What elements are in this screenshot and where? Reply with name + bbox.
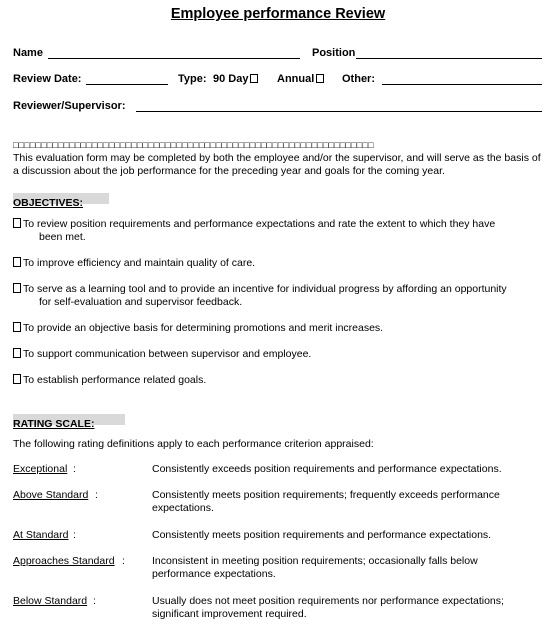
rating-definition: Inconsistent in meeting position requirements; occasionally falls below performance expectations. — [152, 555, 478, 580]
checkbox-icon[interactable] — [13, 283, 21, 293]
type-label: Type: — [178, 73, 207, 85]
type-90-day-option[interactable] — [213, 73, 258, 85]
term-colon: : — [95, 489, 98, 501]
term-colon: : — [93, 595, 96, 607]
term-colon: : — [73, 529, 76, 541]
objective-text: To establish performance related goals. — [23, 374, 207, 386]
objective-text-continued: been met. — [39, 231, 86, 243]
objective-text: To review position requirements and performance expectations and rate the extent to which they have — [23, 218, 496, 230]
rating-definition: Consistently meets position requirements; frequently exceeds performance expectations. — [152, 489, 500, 514]
objective-item — [13, 257, 543, 270]
term-colon: : — [73, 463, 76, 475]
rating-intro: The following rating definitions apply to each performance criterion appraised: — [13, 438, 374, 450]
objective-text: To improve efficiency and maintain quality of care. — [23, 257, 256, 269]
rating-scale-heading — [13, 413, 125, 431]
type-90-day-label: 90 Day — [213, 73, 249, 85]
intro-paragraph: This evaluation form may be completed by both the employee and/or the supervisor, and will serve as the basis of a discussion about the job performance for the preceding year and goals for the coming year. — [13, 152, 541, 177]
objectives-heading-bar — [13, 193, 109, 209]
rating-term-below-standard: Below Standard — [13, 595, 88, 607]
objective-text: To provide an objective basis for determining promotions and merit increases. — [23, 322, 384, 334]
objective-text: To serve as a learning tool and to provide an incentive for individual progress by affording an opportunity — [23, 283, 507, 295]
objective-item — [13, 218, 543, 244]
review-date-label: Review Date: — [13, 73, 82, 85]
rating-definition: Consistently exceeds position requirements and performance expectations. — [152, 463, 502, 475]
placeholder-glyph-row: □□□□□□□□□□□□□□□□□□□□□□□□□□□□□□□□□□□□□□□□□□□□□□□□□□□□□□□□□□□□□□□□ — [13, 140, 374, 150]
type-annual-option[interactable] — [277, 73, 324, 85]
checkbox-icon[interactable] — [13, 374, 21, 384]
name-label: Name — [13, 47, 43, 59]
rating-term-approaches-standard: Approaches Standard — [13, 555, 115, 567]
rating-heading-bar — [13, 414, 125, 430]
reviewer-label: Reviewer/Supervisor: — [13, 100, 126, 112]
rating-term-at-standard: At Standard — [13, 529, 69, 541]
rating-term-exceptional: Exceptional — [13, 463, 68, 475]
objective-text-continued: for self-evaluation and supervisor feedback. — [39, 296, 243, 308]
objectives-heading-text: OBJECTIVES: — [13, 197, 84, 209]
objective-item — [13, 283, 545, 309]
term-colon: : — [122, 555, 125, 567]
checkbox-icon[interactable] — [13, 218, 21, 228]
other-label: Other: — [342, 73, 375, 85]
checkbox-90-day[interactable] — [250, 74, 258, 83]
other-field[interactable] — [382, 84, 542, 85]
reviewer-field[interactable] — [136, 111, 542, 112]
page-title: Employee performance Review — [170, 6, 386, 22]
rating-definition: Usually does not meet position requirements nor performance expectations; significant improvement required. — [152, 595, 504, 620]
review-date-field[interactable] — [86, 84, 168, 85]
objective-item — [13, 322, 543, 335]
objectives-heading — [13, 192, 109, 210]
checkbox-icon[interactable] — [13, 257, 21, 267]
position-field[interactable] — [356, 58, 542, 59]
type-annual-label: Annual — [277, 73, 315, 85]
rating-heading-text: RATING SCALE: — [13, 418, 95, 430]
checkbox-annual[interactable] — [316, 74, 324, 83]
checkbox-icon[interactable] — [13, 348, 21, 358]
rating-term-above-standard: Above Standard — [13, 489, 89, 501]
checkbox-icon[interactable] — [13, 322, 21, 332]
objective-text: To support communication between supervisor and employee. — [23, 348, 312, 360]
rating-definition: Consistently meets position requirements and performance expectations. — [152, 529, 492, 541]
position-label: Position — [312, 47, 356, 59]
objective-item — [13, 374, 543, 387]
name-field[interactable] — [48, 58, 300, 59]
objective-item — [13, 348, 543, 361]
